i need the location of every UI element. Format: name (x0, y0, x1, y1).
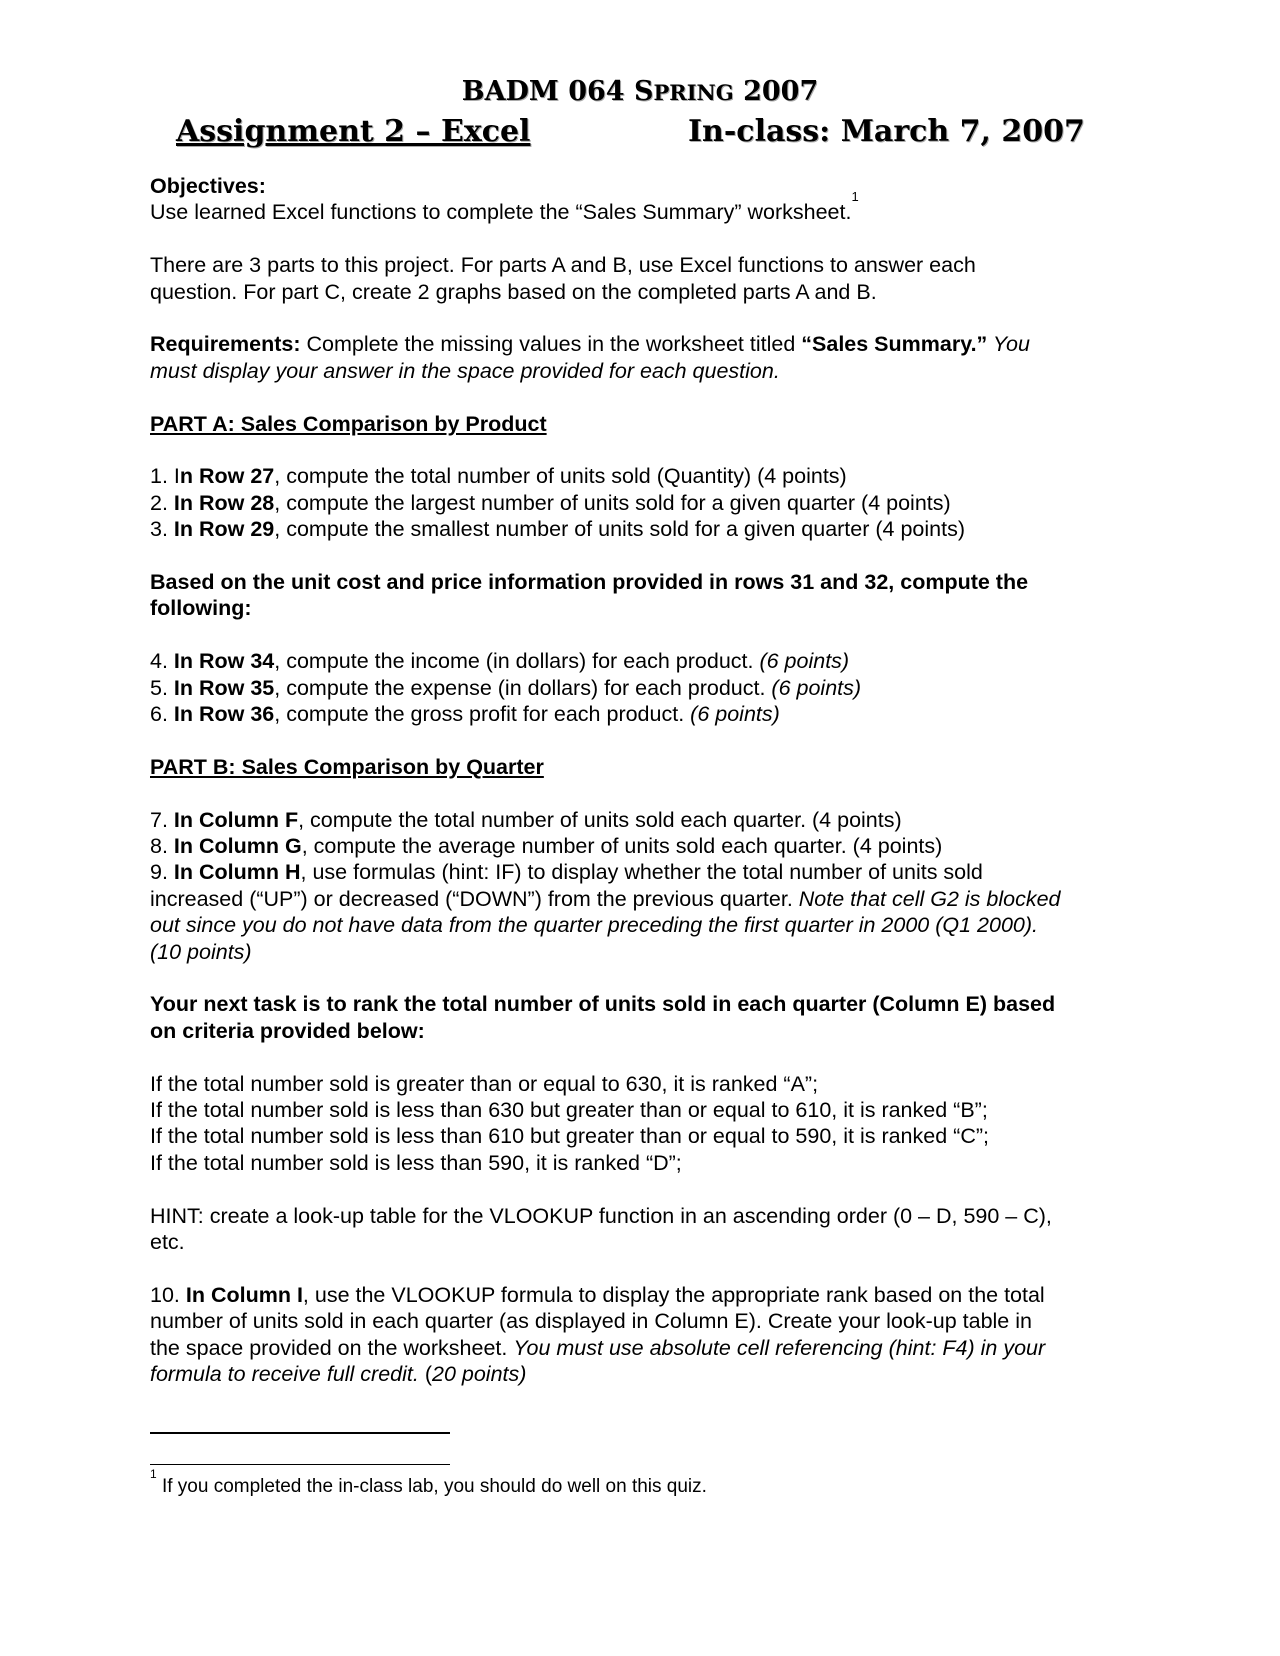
course-title-year: 2007 (733, 76, 819, 107)
item-bold: In Row 29 (173, 517, 275, 542)
rank-line-1-text: Your next task is to rank the total number of units sold in each quarter (Column E) based (150, 992, 1056, 1017)
item-number: 5. (150, 675, 174, 700)
item-text: increased (“UP”) or decreased (“DOWN”) from the previous quarter. (150, 886, 799, 911)
item-points: (6 points) (771, 675, 862, 700)
item-points: 20 points) (432, 1362, 527, 1387)
footnote-separator-thick (150, 1432, 450, 1434)
part-b-heading-text: PART B: Sales Comparison by Quarter (150, 754, 544, 779)
criteria-c: If the total number sold is less than 610 but greater than or equal to 590, it is ranked “C”; (150, 1124, 989, 1149)
criteria-b: If the total number sold is less than 630 but greater than or equal to 610, it is ranked “B”; (150, 1098, 988, 1123)
item-bold: In Column I (185, 1282, 303, 1307)
requirements-text: Complete the missing values in the worksheet titled (300, 332, 802, 357)
item-bold: In Column H (173, 860, 301, 885)
course-title-part: BADM 064 S (461, 76, 654, 107)
item-bold: In Column F (173, 807, 299, 832)
requirements-italic-1: You (987, 332, 1030, 357)
item-points: (10 points) (150, 939, 252, 964)
footnote-text: If you completed the in-class lab, you should do well on this quiz. (156, 1476, 707, 1497)
rank-line-2-text: on criteria provided below: (150, 1018, 425, 1043)
part-b-item-10-line-1 (150, 1282, 1130, 1308)
item-note: out since you do not have data from the quarter preceding the first quarter in 2000 (Q1 2000). (150, 913, 1039, 938)
item-note: Note that cell G2 is blocked (798, 886, 1061, 911)
item-number: 10. (150, 1282, 186, 1307)
footnote-number: 1 (150, 1467, 157, 1481)
item-note: You must use absolute cell referencing (hint: F4) in your (513, 1335, 1046, 1360)
item-text: , compute the total number of units sold (Quantity) (4 points) (274, 464, 847, 489)
requirements-label: Requirements: (150, 332, 301, 357)
item-number: 6. (150, 702, 174, 727)
item-text: , compute the largest number of units sold for a given quarter (4 points) (274, 490, 951, 515)
footnote (150, 1467, 707, 1498)
part-a-heading (150, 411, 1130, 437)
requirements-worksheet-title: “Sales Summary.” (801, 332, 988, 357)
objectives-heading (150, 173, 1130, 199)
requirements-line-2 (150, 358, 1130, 384)
item-number: 8. (150, 834, 174, 859)
part-a-item-3 (150, 516, 1130, 542)
item-text: ( (418, 1362, 432, 1387)
intro-line-1: There are 3 parts to this project. For parts A and B, use Excel functions to answer each (150, 253, 976, 278)
based-line-1 (150, 569, 1130, 595)
part-b-item-10-line-2: number of units sold in each quarter (as displayed in Column E). Create your look-up table in (150, 1309, 1032, 1334)
part-b-item-7 (150, 807, 1130, 833)
document-body (150, 173, 1130, 1388)
part-a-heading-text: PART A: Sales Comparison by Product (150, 411, 547, 436)
part-a-item-6 (150, 701, 1130, 727)
item-number: 9. (150, 860, 174, 885)
item-points: (6 points) (690, 702, 780, 727)
item-points: (6 points) (759, 649, 850, 674)
based-line-1-text: Based on the unit cost and price information provided in rows 31 and 32, compute the (150, 570, 1029, 595)
item-number: 3. (150, 517, 174, 542)
based-line-2-text: following: (150, 596, 252, 621)
part-b-item-8 (150, 833, 1130, 859)
part-b-heading (150, 754, 1130, 780)
part-b-item-9-line-4 (150, 939, 1130, 965)
item-bold: In Row 35 (173, 675, 275, 700)
part-a-item-1 (150, 463, 1130, 489)
objectives-label: Objectives: (150, 174, 266, 198)
item-text: , use formulas (hint: IF) to display whether the total number of units sold (300, 860, 983, 885)
item-bold: n Row 27 (179, 464, 275, 489)
item-bold: In Column G (173, 834, 302, 859)
footnote-ref: 1 (851, 189, 859, 205)
part-b-item-10-line-3 (150, 1335, 1130, 1361)
hint-line-2: etc. (150, 1230, 185, 1255)
item-note: formula to receive full credit. (150, 1362, 419, 1387)
item-text: the space provided on the worksheet. (150, 1335, 514, 1360)
course-title-smallcaps: PRING (653, 80, 734, 105)
part-a-item-2 (150, 490, 1130, 516)
assignment-title: Assignment 2 – Excel (176, 114, 531, 149)
item-number: 1. I (150, 464, 180, 489)
item-number: 2. (150, 490, 174, 515)
requirements-italic-2: must display your answer in the space provided for each question. (150, 358, 780, 383)
part-a-item-5 (150, 675, 1130, 701)
inclass-date: In-class: March 7, 2007 (688, 114, 1085, 149)
requirements-line-1 (150, 331, 1130, 357)
rank-line-2 (150, 1018, 1130, 1044)
rank-line-1 (150, 991, 1130, 1017)
objectives-sentence: Use learned Excel functions to complete the “Sales Summary” worksheet. (150, 200, 852, 225)
part-b-item-9-line-3 (150, 912, 1130, 938)
intro-line-2: question. For part C, create 2 graphs based on the completed parts A and B. (150, 279, 877, 304)
footnote-separator (150, 1464, 450, 1465)
part-b-item-9-line-2 (150, 886, 1130, 912)
part-b-item-10-line-4 (150, 1361, 1130, 1387)
item-text: , compute the smallest number of units sold for a given quarter (4 points) (274, 517, 965, 542)
item-bold: In Row 36 (173, 702, 275, 727)
item-number: 7. (150, 807, 174, 832)
item-number: 4. (150, 649, 174, 674)
based-line-2 (150, 595, 1130, 621)
item-text: , compute the average number of units sold each quarter. (4 points) (301, 834, 943, 859)
item-text: , compute the income (in dollars) for each product. (274, 649, 760, 674)
item-text: , compute the total number of units sold each quarter. (4 points) (298, 807, 902, 832)
item-text: , use the VLOOKUP formula to display the appropriate rank based on the total (302, 1282, 1045, 1307)
objectives-text (150, 189, 1130, 225)
part-a-item-4 (150, 648, 1130, 674)
item-bold: In Row 28 (173, 490, 275, 515)
item-text: , compute the expense (in dollars) for each product. (274, 675, 772, 700)
part-b-item-9-line-1 (150, 859, 1130, 885)
hint-line-1: HINT: create a look-up table for the VLOOKUP function in an ascending order (0 – D, 590 – C), (150, 1203, 1052, 1228)
item-text: , compute the gross profit for each product. (274, 702, 691, 727)
item-bold: In Row 34 (173, 649, 275, 674)
course-title (0, 76, 1280, 107)
criteria-d: If the total number sold is less than 590, it is ranked “D”; (150, 1150, 682, 1175)
criteria-a: If the total number sold is greater than or equal to 630, it is ranked “A”; (150, 1071, 819, 1096)
